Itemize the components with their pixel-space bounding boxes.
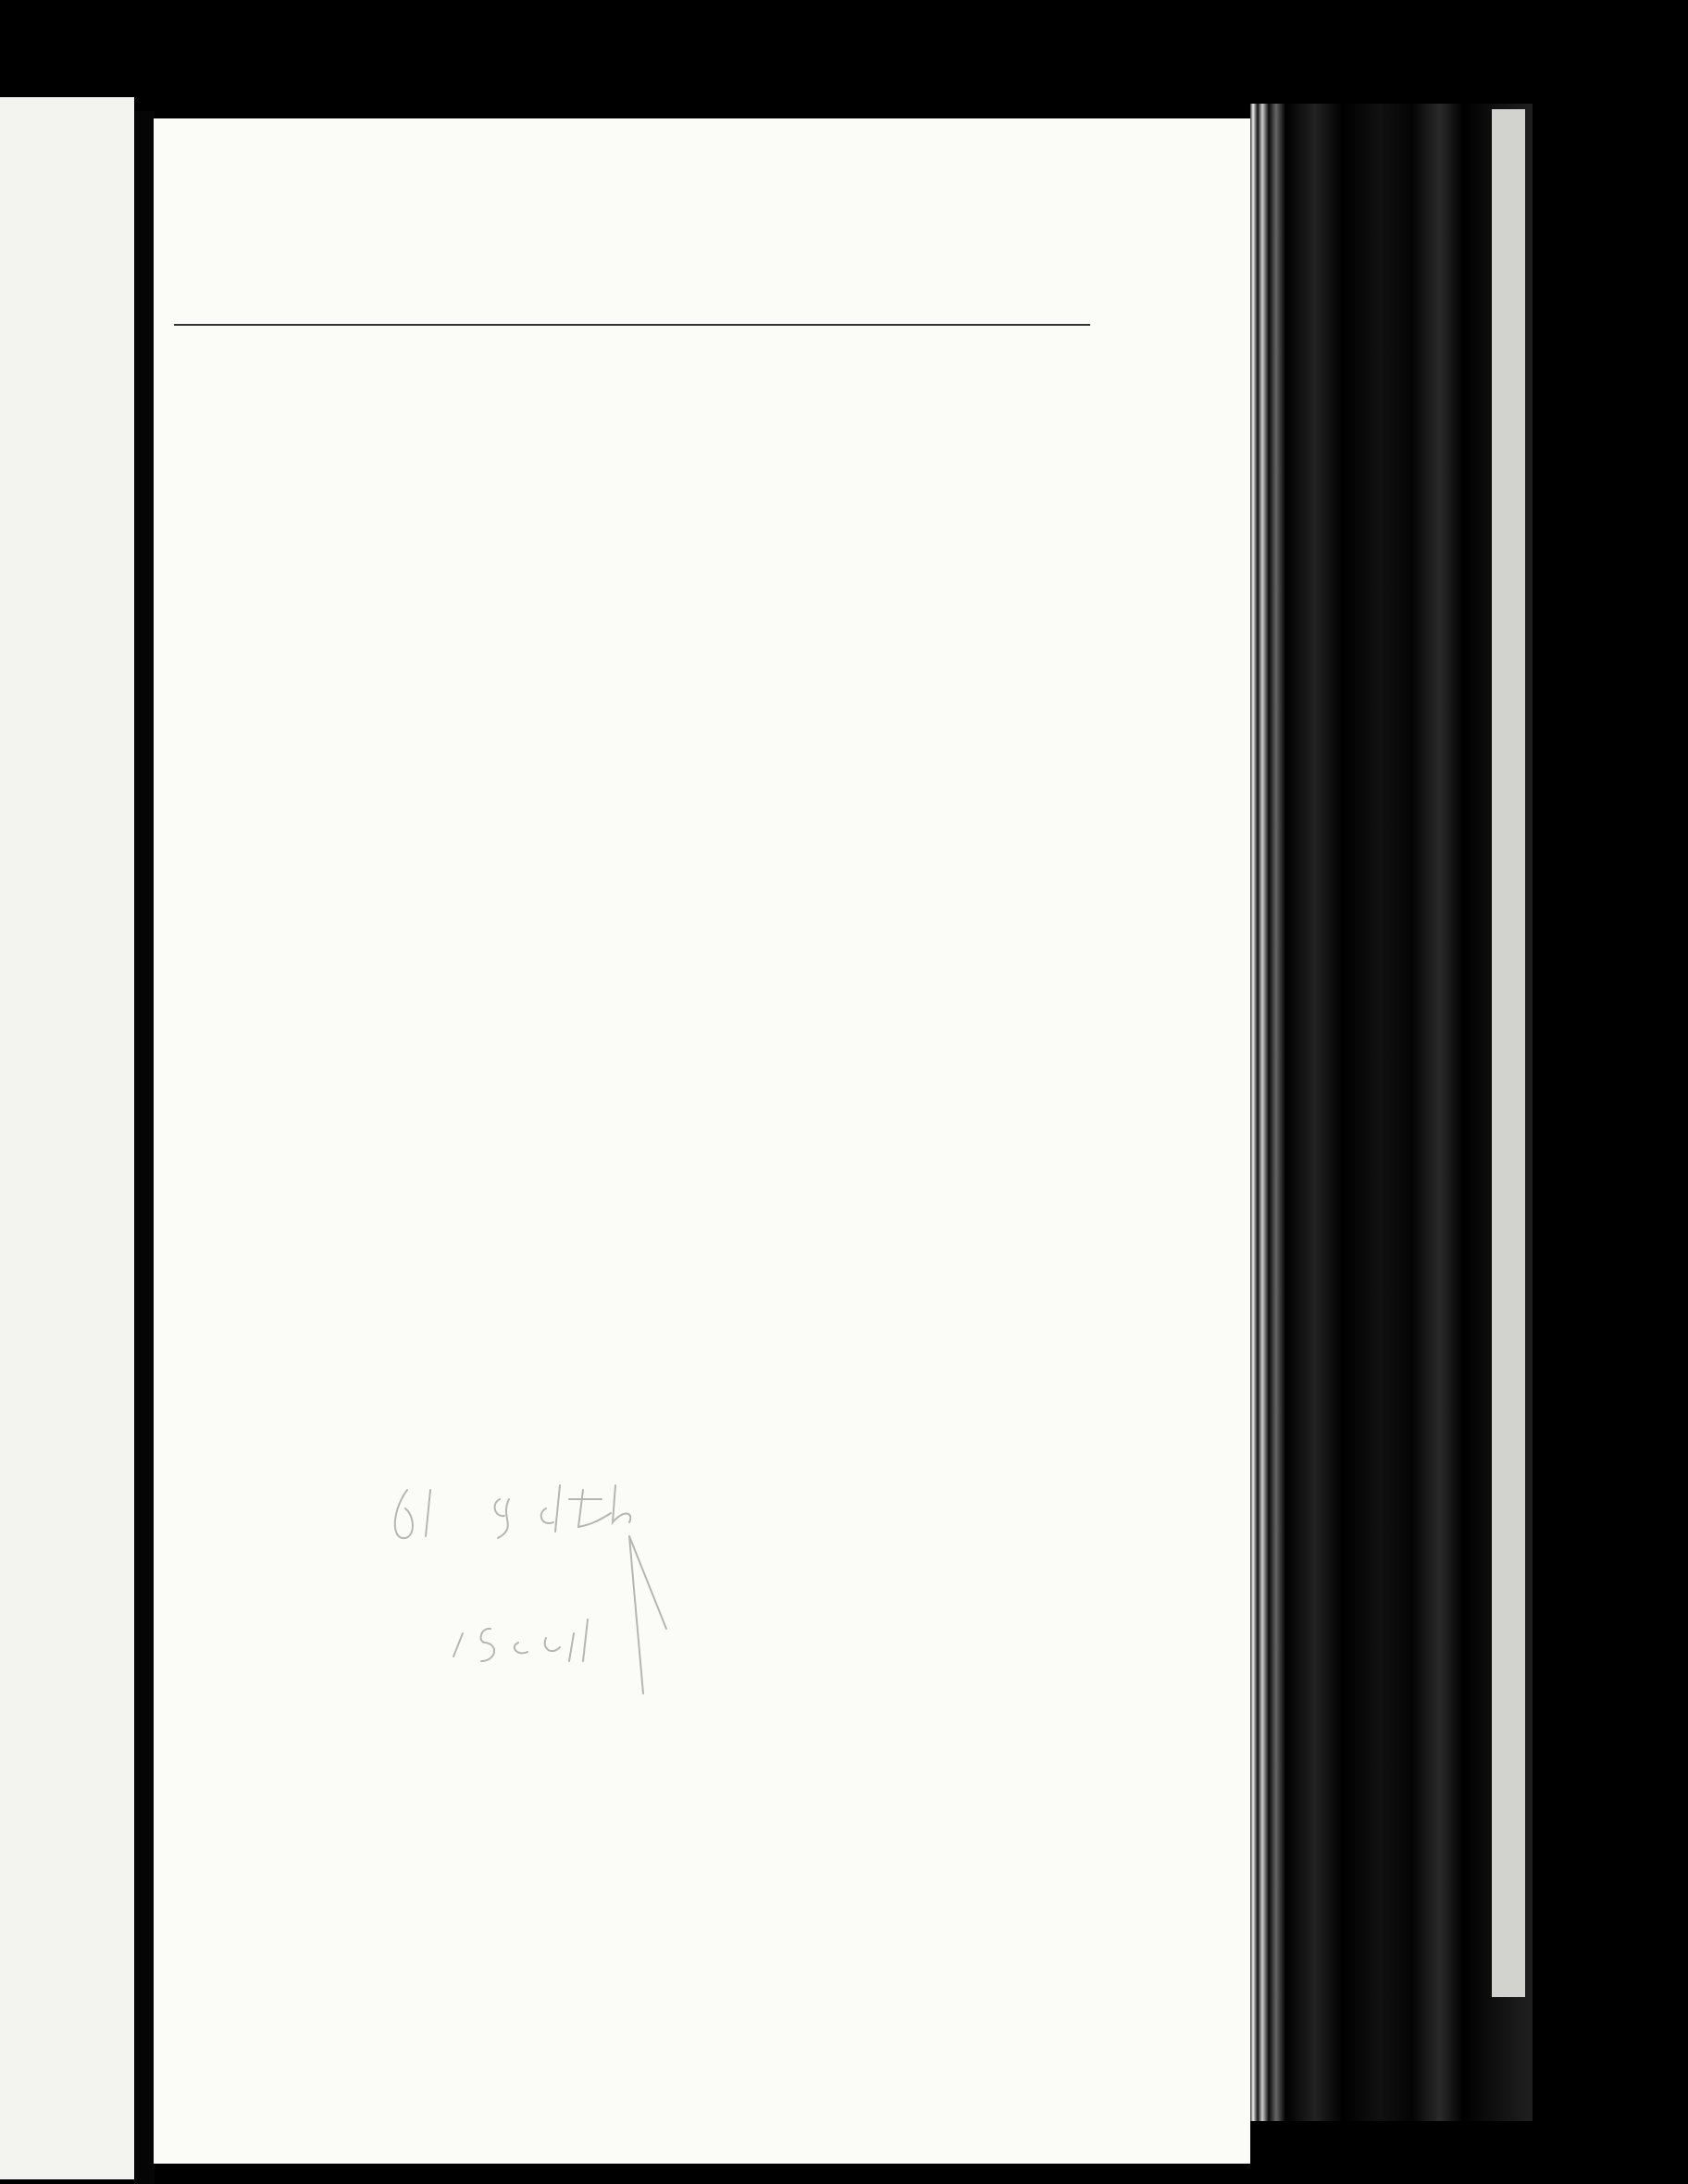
left-page-fragment	[0, 97, 134, 2179]
book-gutter	[134, 111, 155, 2184]
book-edge-strip	[1492, 109, 1525, 1997]
page	[154, 118, 1250, 2164]
pencil-annotation	[389, 1471, 833, 1703]
header-rule	[174, 324, 1090, 326]
page-block-edge	[1250, 104, 1533, 2121]
running-head	[176, 268, 1101, 305]
